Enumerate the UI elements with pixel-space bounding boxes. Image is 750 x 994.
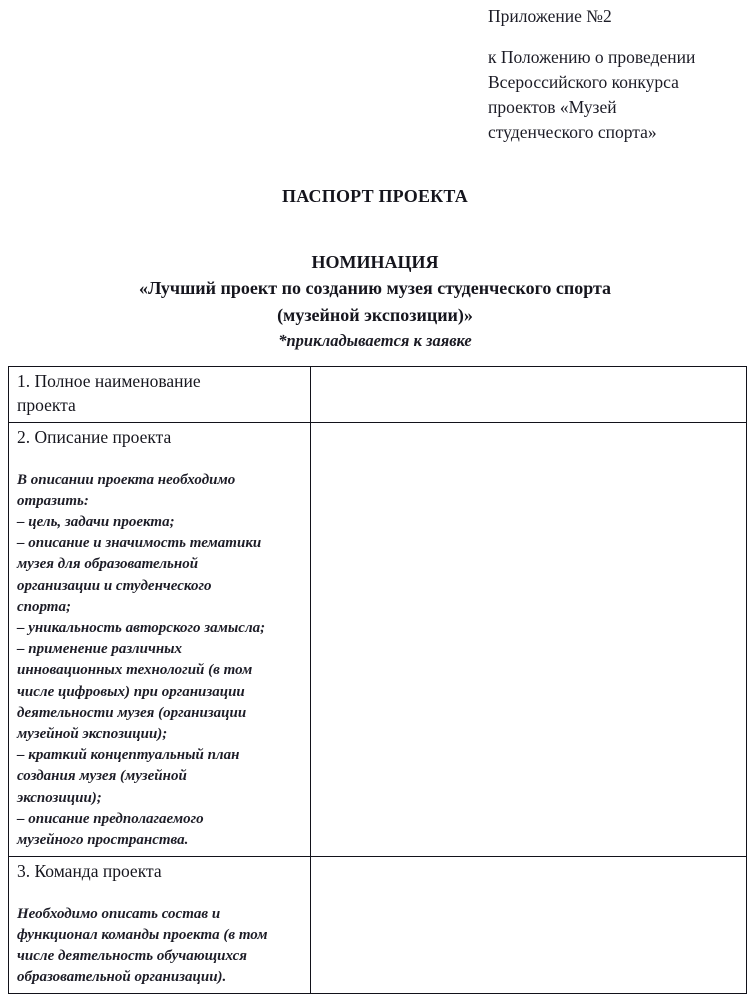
hint-spacer [17,884,302,904]
row-label-cell-3 [9,857,311,994]
hint-line: – описание предполагаемого [17,810,204,827]
hint-line: музейного пространства. [17,831,189,848]
project-passport-table [8,366,747,994]
hint-line: деятельности музея (организации [17,704,247,721]
hint-line: образовательной организации). [17,969,227,986]
page-title: ПАСПОРТ ПРОЕКТА [282,186,468,206]
hint-line: В описании проекта необходимо [17,471,236,488]
hint-line: музея для образовательной [17,556,199,573]
nomination-label: НОМИНАЦИЯ [311,252,439,272]
hint-line: музейной экспозиции); [17,725,168,742]
document-header-block [488,4,746,145]
row-value-cell-3[interactable] [311,857,747,994]
reference-line-3: проектов «Музей [488,97,617,117]
hint-line: Необходимо описать состав и [17,905,221,922]
attachment-note: *прикладывается к заявке [278,331,472,350]
reference-line-1: к Положению о проведении [488,47,696,67]
row-heading-2: 2. Описание проекта [17,427,172,447]
hint-line: функционал команды проекта (в том [17,926,268,943]
hint-line: – применение различных [17,641,183,658]
row-value-cell-2[interactable] [311,423,747,857]
hint-line: – цель, задачи проекта; [17,513,175,530]
title-block [0,186,750,351]
hint-line: – уникальность авторского замысла; [17,619,266,636]
table-row [9,857,747,994]
hint-line: инновационных технологий (в том [17,662,253,679]
hint-line: организации и студенческого [17,577,212,594]
hint-line: экспозиции); [17,789,102,806]
hint-line: создания музея (музейной [17,768,187,785]
row-heading-3: 3. Команда проекта [17,861,162,882]
row-heading-1: 1. Полное наименование [17,371,201,391]
row-value-cell-1[interactable] [311,367,747,423]
reference-line-2: Всероссийского конкурса [488,72,679,92]
reference-line-4: студенческого спорта» [488,122,657,142]
table-row [9,423,747,857]
row-label-cell-1 [9,367,311,423]
hint-spacer [17,450,302,470]
nomination-name-line-1: «Лучший проект по созданию музея студенческого спорта [138,278,612,298]
hint-line: – краткий концептуальный план [17,747,240,764]
nomination-name-line-2: (музейной экспозиции)» [277,305,473,325]
hint-line: спорта; [17,598,71,615]
hint-line: отразить: [17,492,89,509]
row-label-cell-2 [9,423,311,857]
hint-line: числе цифровых) при организации [17,683,245,700]
hint-line: числе деятельность обучающихся [17,948,247,965]
appendix-number: Приложение №2 [488,6,612,26]
row-hint-3 [17,904,302,989]
hint-line: – описание и значимость тематики [17,535,262,552]
row-heading-1-continuation: проекта [17,394,76,415]
row-hint-2 [17,470,302,852]
table-row [9,367,747,423]
